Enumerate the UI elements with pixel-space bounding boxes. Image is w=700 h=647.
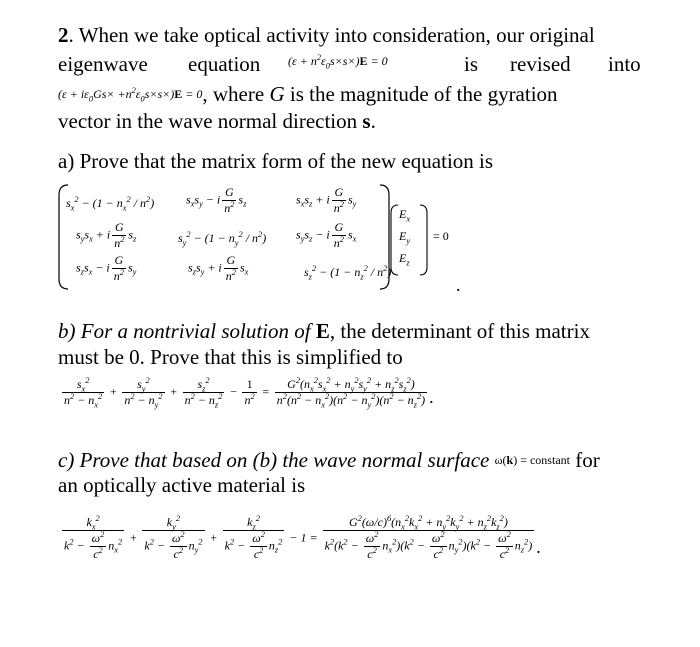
part-c-line-2: an optically active material is	[58, 473, 306, 497]
matrix-cell-12: $s_xs_y - i$ $\frac{G}{n^2}$ $s_z$	[186, 185, 247, 215]
intro-line-4	[58, 108, 376, 134]
wave-surface-equation: $k_x^2$ $k^2$ − $\frac{\omega^2}{c^2}$ $n_x^2$ + $k_y^2$ $k^2$ − $\frac{\omega^2}{c^2}$ $n_y^2$ + $k_z^2$ $k^2$ − $\frac{\omega^2}{c^2}$ $n_z^2$ − 1 = $G^2(\omega/c)^6(n_x^2k_x^2 + n_y^2k_y^2 + n_z^2k_z^2)$ $k^2(k^2$ − $\frac{\omega^2}{c^2}$ $n_x^2)(k^2$ − $\frac{\omega^2}{c^2}$ $n_y^2)(k^2$ − $\frac{\omega^2}{c^2}$ $n_z^2$) .	[64, 514, 541, 561]
intro-word-is: is	[464, 52, 479, 76]
intro-word-eigenwave: eigenwave	[58, 52, 148, 76]
intro-text-4a: vector in the wave normal direction	[58, 109, 358, 133]
determinant-equation: $\frac{s_x^2}{n^2 - n_x^2}$ + $\frac{s_y^2}{n^2 - n_y^2}$ + $\frac{s_z^2}{n^2 - n_z^2}$ − $\frac{1}{n^2}$ = $\frac{G^2(n_x^2s_x^2 + n_y^2s_y^2 + n_z^2s_z^2)}{n^2(n^2 - n_x^2)(n^2 - n_y^2)(n^2 - n_z^2)}$ .	[64, 376, 434, 410]
intro-word-revised: revised	[510, 52, 571, 76]
intro-word-equation: equation	[188, 52, 261, 76]
part-b-text-1a: b) For a nontrivial solution of	[58, 319, 311, 343]
vector-Ez: $E_z$	[399, 251, 410, 268]
symbol-E: E	[315, 319, 330, 343]
matrix-equation	[58, 183, 498, 295]
part-c-text-1b: for	[575, 448, 600, 472]
matrix-cell-21: $s_ys_x + i$ $\frac{G}{n^2}$ $s_z$	[76, 220, 137, 250]
matrix-cell-32: $s_zs_y + i$ $\frac{G}{n^2}$ $s_x$	[188, 253, 249, 283]
matrix-cell-33: $s_z^2 - (1 - n_z^2 / n^2)$	[304, 264, 392, 282]
matrix-end-mark: .	[456, 275, 461, 295]
part-b-text-1c: , the determinant of this matrix	[329, 319, 590, 343]
matrix-cell-23: $s_ys_z - i$ $\frac{G}{n^2}$ $s_x$	[296, 220, 357, 250]
intro-word-into: into	[608, 52, 641, 76]
intro-line-3	[58, 81, 558, 110]
part-b-line-1	[58, 318, 590, 344]
wave-surface-end-mark: .	[536, 537, 541, 558]
part-a-statement: a) Prove that the matrix form of the new equation is	[58, 149, 494, 173]
original-equation: $(\varepsilon + n^2\varepsilon_0s\times s\times)E = 0$	[288, 53, 388, 71]
intro-text-3a: , where	[202, 82, 265, 106]
matrix-cell-11: $s_x^2 - (1 - n_x^2 / n^2)$	[66, 195, 155, 213]
vector-Ex: $E_x$	[399, 207, 411, 224]
intro-period: .	[370, 109, 376, 133]
matrix-cell-13: $s_xs_z + i$ $\frac{G}{n^2}$ $s_y$	[296, 185, 357, 215]
intro-line-1	[58, 22, 595, 48]
matrix-cell-31: $s_zs_x - i$ $\frac{G}{n^2}$ $s_y$	[76, 253, 137, 283]
wave-normal-surface: ω(k) = constant	[494, 453, 570, 467]
problem-number: 2	[58, 23, 69, 47]
intro-text-3c: is the magnitude of the gyration	[289, 82, 558, 106]
part-b-line-2: must be 0. Prove that this is simplified to	[58, 345, 403, 369]
matrix-rhs: = 0	[433, 229, 449, 243]
determinant-end-mark: .	[429, 387, 434, 408]
revised-equation: $(\varepsilon + i\varepsilon_0Gs\times +n^2\varepsilon_0s\times s\times)E = 0$	[58, 86, 203, 104]
part-c-text-1a: c) Prove that based on (b) the wave normal surface	[58, 448, 490, 472]
matrix-cell-22: $s_y^2 - (1 - n_y^2 / n^2)$	[178, 230, 267, 248]
vector-Ey: $E_y$	[399, 229, 411, 246]
symbol-G: G	[269, 82, 285, 106]
intro-text-1: . When we take optical activity into consideration, our original	[68, 23, 595, 47]
symbol-s: s	[362, 109, 371, 133]
